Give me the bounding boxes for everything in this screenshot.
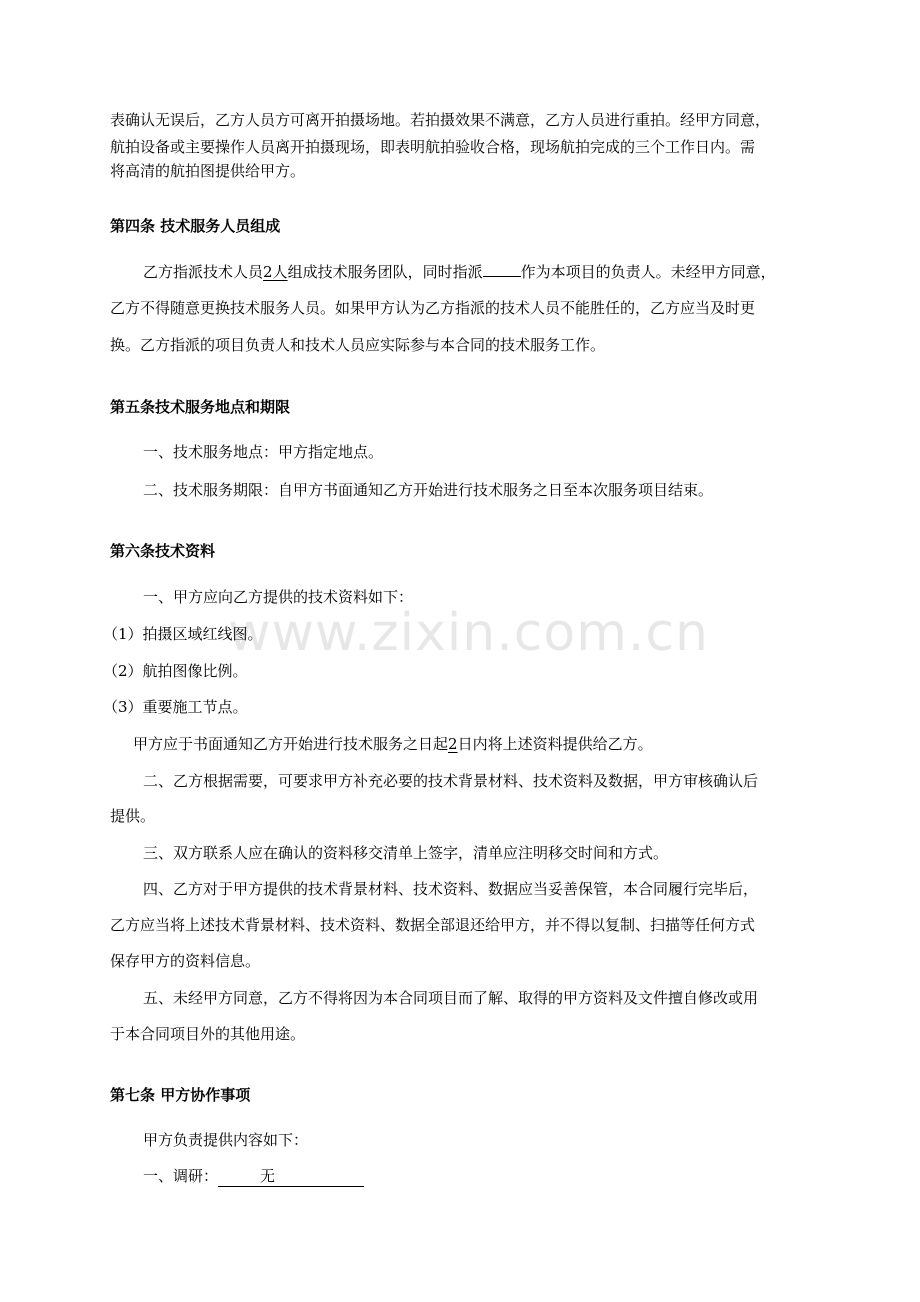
watermark: www.zixin.com.cn xyxy=(228,603,709,663)
deadline-text-a: 甲方应于书面通知乙方开始进行技术服务之日起 xyxy=(133,735,449,753)
intro-line-3: 将高清的航拍图提供给甲方。 xyxy=(110,162,306,180)
responsible-person-blank xyxy=(483,262,521,277)
article6-item-3: 三、双方联系人应在确认的资料移交清单上签字，清单应注明移交时间和方式。 xyxy=(143,844,669,862)
article4-paragraph-line-1 xyxy=(143,262,776,282)
article4-title: 第四条 技术服务人员组成 xyxy=(110,217,281,235)
article7-item-1 xyxy=(143,1166,364,1187)
staff-count: 2人 xyxy=(263,263,288,281)
article6-item-4-line-2: 乙方应当将上述技术背景材料、技术资料、数据全部退还给甲方，并不得以复制、扫描等任何方式 xyxy=(110,916,756,934)
article5-title: 第五条技术服务地点和期限 xyxy=(110,398,291,416)
article6-item-4-line-3: 保存甲方的资料信息。 xyxy=(110,952,261,970)
article4-text-a: 乙方指派技术人员 xyxy=(143,263,264,281)
article6-item-2-line-2: 提供。 xyxy=(110,807,156,825)
article6-title: 第六条技术资料 xyxy=(110,542,216,560)
article6-deadline xyxy=(133,734,653,754)
intro-line-1: 表确认无误后，乙方人员方可离开拍摄场地。若拍摄效果不满意，乙方人员进行重拍。经甲方同意， xyxy=(110,111,771,129)
research-value: 无 xyxy=(218,1167,364,1187)
article7-title: 第七条 甲方协作事项 xyxy=(110,1086,251,1104)
article5-item-2: 二、技术服务期限：自甲方书面通知乙方开始进行技术服务之日至本次服务项目结束。 xyxy=(143,481,714,499)
intro-line-2: 航拍设备或主要操作人员离开拍摄现场，即表明航拍验收合格，现场航拍完成的三个工作日内。需 xyxy=(110,138,756,156)
article6-sub-2: （2）航拍图像比例。 xyxy=(103,662,248,680)
article6-item-1: 一、甲方应向乙方提供的技术资料如下： xyxy=(143,588,414,606)
article6-sub-1: （1）拍摄区域红线图。 xyxy=(103,625,263,643)
article6-item-2-line-1: 二、乙方根据需要，可要求甲方补充必要的技术背景材料、技术资料及数据，甲方审核确认后 xyxy=(143,772,759,790)
article6-item-4-line-1: 四、乙方对于甲方提供的技术背景材料、技术资料、数据应当妥善保管，本合同履行完毕后， xyxy=(143,880,759,898)
article6-item-5-line-1: 五、未经甲方同意，乙方不得将因为本合同项目而了解、取得的甲方资料及文件擅自修改或用 xyxy=(143,989,759,1007)
article6-item-5-line-2: 于本合同项目外的其他用途。 xyxy=(110,1025,306,1043)
deadline-days: 2 xyxy=(448,735,458,753)
article4-paragraph-line-2: 乙方不得随意更换技术服务人员。如果甲方认为乙方指派的技术人员不能胜任的，乙方应当及时更 xyxy=(110,299,756,317)
article6-sub-3: （3）重要施工节点。 xyxy=(103,698,248,716)
article7-intro: 甲方负责提供内容如下： xyxy=(143,1131,309,1149)
article4-text-b: 组成技术服务团队，同时指派 xyxy=(287,263,483,281)
article5-item-1: 一、技术服务地点：甲方指定地点。 xyxy=(143,443,384,461)
research-label: 一、调研： xyxy=(143,1167,219,1185)
article4-text-c: 作为本项目的负责人。未经甲方同意， xyxy=(520,263,776,281)
deadline-text-b: 日内将上述资料提供给乙方。 xyxy=(457,735,653,753)
article4-paragraph-line-3: 换。乙方指派的项目负责人和技术人员应实际参与本合同的技术服务工作。 xyxy=(110,336,606,354)
